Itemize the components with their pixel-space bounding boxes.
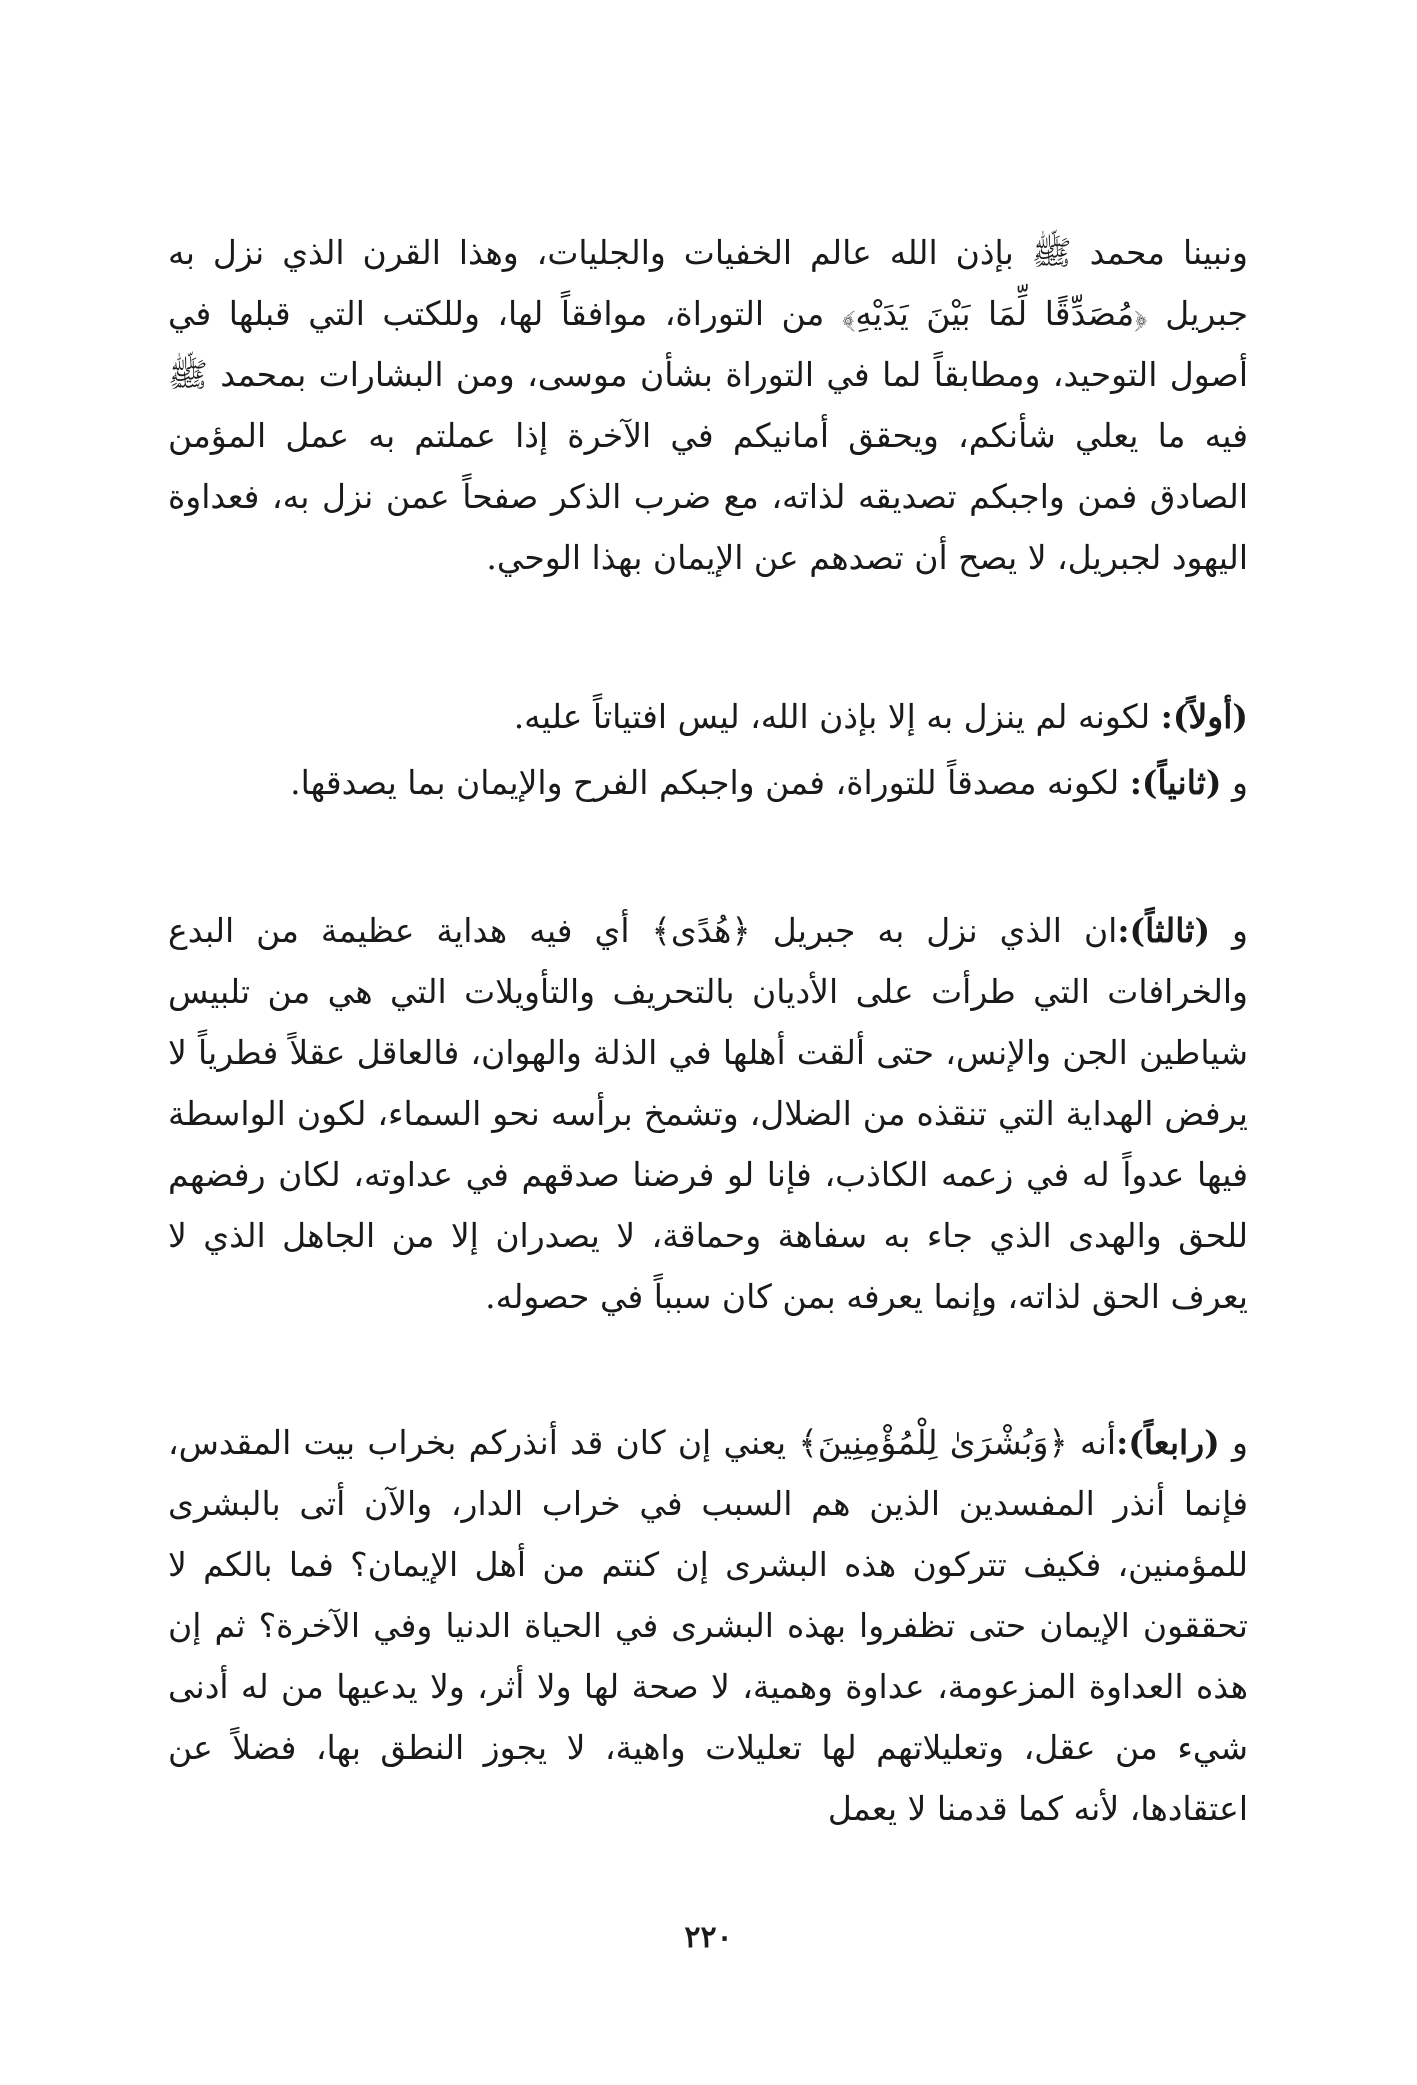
paragraph-first-text: لكونه لم ينزل به إلا بإذن الله، ليس افتياتاً عليه.	[513, 697, 1161, 736]
paragraph-intro-text: ونبينا محمد ﷺ بإذن الله عالم الخفيات والجليات، وهذا القرن الذي نزل به جبريل ﴿مُصَدِّقًا لِّمَا بَيْنَ يَدَيْهِ﴾ من التوراة، موافقاً لها، وللكتب التي قبلها في أصول التوحيد، ومطابقاً لما في التوراة بشأن موسى، ومن البشارات بمحمد ﷺ فيه ما يعلي شأنكم، ويحقق أمانيكم في الآخرة إذا عملتم به عمل المؤمن الصادق فمن واجبكم تصديقه لذاته، مع ضرب الذكر صفحاً عمن نزل به، فعداوة اليهود لجبريل، لا يصح أن تصدهم عن الإيمان بهذا الوحي.	[168, 233, 1248, 577]
paragraph-intro	[168, 222, 1248, 588]
paragraph-fourth-text: أنه ﴿وَبُشْرَىٰ لِلْمُؤْمِنِينَ﴾ يعني إن كان قد أنذركم بخراب بيت المقدس، فإنما أنذر المفسدين الذين هم السبب في خراب الدار، والآن أتى بالبشرى للمؤمنين، فكيف تتركون هذه البشرى إن كنتم من أهل الإيمان؟ فما بالكم لا تحققون الإيمان حتى تظفروا بهذه البشرى في الحياة الدنيا وفي الآخرة؟ ثم إن هذه العداوة المزعومة، عداوة وهمية، لا صحة لها ولا أثر، ولا يدعيها من له أدنى شيء من عقل، وتعليلاتهم لها تعليلات واهية، لا يجوز النطق بها، فضلاً عن اعتقادها، لأنه كما قدمنا لا يعمل	[168, 1423, 1248, 1828]
paragraph-second-text: لكونه مصدقاً للتوراة، فمن واجبكم الفرح والإيمان بما يصدقها.	[290, 763, 1130, 802]
paragraph-fourth-prefix: و	[1219, 1423, 1248, 1462]
paragraph-fourth-label: (رابعاً):	[1116, 1423, 1220, 1462]
paragraph-first	[168, 686, 1248, 747]
paragraph-fourth	[168, 1412, 1248, 1839]
paragraph-second-label: (ثانياً):	[1129, 763, 1222, 802]
page-number: ٢٢٠	[684, 1920, 733, 1955]
paragraph-third-label: (ثالثاً):	[1117, 911, 1211, 950]
paragraph-second-prefix: و	[1221, 763, 1248, 802]
paragraph-second	[168, 752, 1248, 813]
paragraph-first-label: (أولاً):	[1160, 697, 1248, 736]
paragraph-third	[168, 900, 1248, 1327]
paragraph-third-text: ان الذي نزل به جبريل ﴿هُدًى﴾ أي فيه هداية عظيمة من البدع والخرافات التي طرأت على الأديان بالتحريف والتأويلات التي هي من تلبيس شياطين الجن والإنس، حتى ألقت أهلها في الذلة والهوان، فالعاقل عقلاً فطرياً لا يرفض الهداية التي تنقذه من الضلال، وتشمخ برأسه نحو السماء، لكون الواسطة فيها عدواً له في زعمه الكاذب، فإنا لو فرضنا صدقهم في عداوته، لكان رفضهم للحق والهدى الذي جاء به سفاهة وحماقة، لا يصدران إلا من الجاهل الذي لا يعرف الحق لذاته، وإنما يعرفه بمن كان سبباً في حصوله.	[168, 911, 1248, 1316]
paragraph-third-prefix: و	[1210, 911, 1248, 950]
